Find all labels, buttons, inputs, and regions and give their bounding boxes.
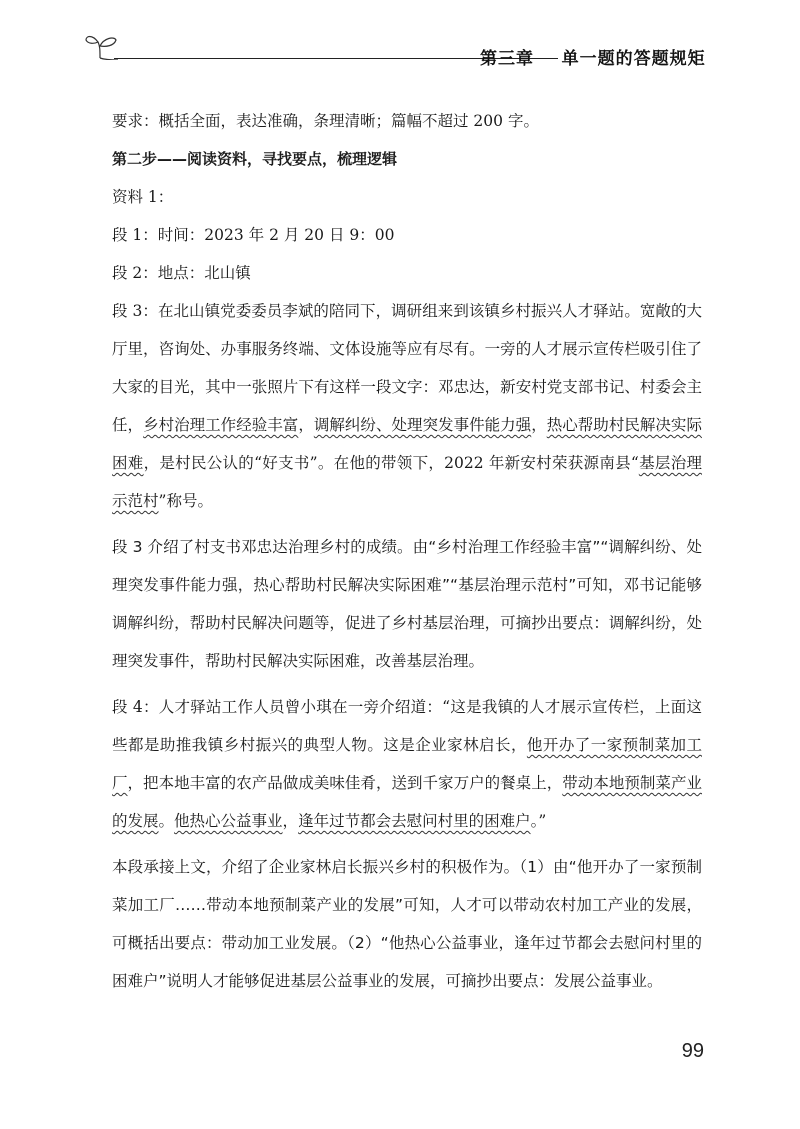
- page-header: [84, 28, 704, 68]
- text: 段 3：在北山镇党委委员李斌的陪同下，调研组来到该镇乡村振兴人才驿站。宽敞的大厅里，咨询处、办事服务终端、文体设施等应有尽有。一旁的人才展示宣传栏吸引住了大家的目光，其中一张照片下有这样一段文字：邓忠达，新安村党支部书记、村委会主任，: [112, 302, 702, 434]
- text: ，把本地丰富的农产品做成美味佳肴，送到千家万户的餐桌上，: [127, 774, 563, 792]
- underlined-phrase: 带动本地预制菜产业的发展: [112, 774, 702, 830]
- text: ”称号。: [158, 492, 213, 510]
- text: 。: [158, 812, 175, 830]
- underlined-phrase: 逢年过节都会去慰问村里的困难户: [298, 812, 531, 830]
- analysis-3: 段 3 介绍了村支书邓忠达治理乡村的成绩。由“乡村治理工作经验丰富”“调解纠纷、处理突发事件能力强，热心帮助村民解决实际困难”“基层治理示范村”可知，邓书记能够调解纠纷，帮助村民解决问题等，促进了乡村基层治理，可摘抄出要点：调解纠纷，处理突发事件，帮助村民解决实际困难，改善基层治理。: [112, 538, 702, 670]
- underlined-phrase: 热心帮助村民解决实际困难: [112, 416, 702, 472]
- sprout-icon: [84, 30, 118, 60]
- text: ，: [531, 416, 547, 434]
- material-label: 资料 1：: [112, 188, 174, 206]
- underlined-phrase: 他开办了一家预制菜加工厂: [112, 736, 702, 792]
- page-number: 99: [681, 1040, 704, 1062]
- paragraph-4: [112, 688, 702, 840]
- underlined-phrase: 乡村治理工作经验丰富: [143, 416, 299, 434]
- text: ，: [282, 812, 299, 830]
- text: 。”: [530, 812, 547, 830]
- requirement-text: 要求：概括全面，表达准确，条理清晰；篇幅不超过 200 字。: [112, 112, 539, 130]
- paragraph-2: 段 2：地点：北山镇: [112, 264, 251, 282]
- paragraph-3: [112, 292, 702, 520]
- paragraph-1: 段 1：时间：2023 年 2 月 20 日 9：00: [112, 226, 395, 244]
- underlined-phrase: 调解纠纷、处理突发事件能力强: [313, 416, 532, 434]
- page-body: [112, 102, 702, 1000]
- text: ，是村民公认的“好支书”。在他的带领下，2022 年新安村荣获源南县“: [143, 454, 639, 472]
- step-heading: 第二步——阅读资料，寻找要点，梳理逻辑: [112, 150, 398, 168]
- text: ，: [298, 416, 314, 434]
- chapter-title: 第三章 单一题的答题规矩: [480, 49, 706, 69]
- underlined-phrase: 基层治理示范村: [112, 454, 702, 510]
- underlined-phrase: 他热心公益事业: [174, 812, 283, 830]
- text: 段 4：人才驿站工作人员曾小琪在一旁介绍道：“这是我镇的人才展示宣传栏，上面这些都是助推我镇乡村振兴的典型人物。这是企业家林启长，: [112, 698, 702, 754]
- analysis-4: 本段承接上文，介绍了企业家林启长振兴乡村的积极作为。（1）由“他开办了一家预制菜加工厂……带动本地预制菜产业的发展”可知，人才可以带动农村加工产业的发展，可概括出要点：带动加工业发展。（2）“他热心公益事业，逢年过节都会去慰问村里的困难户”说明人才能够促进基层公益事业的发展，可摘抄出要点：发展公益事业。: [112, 858, 702, 990]
